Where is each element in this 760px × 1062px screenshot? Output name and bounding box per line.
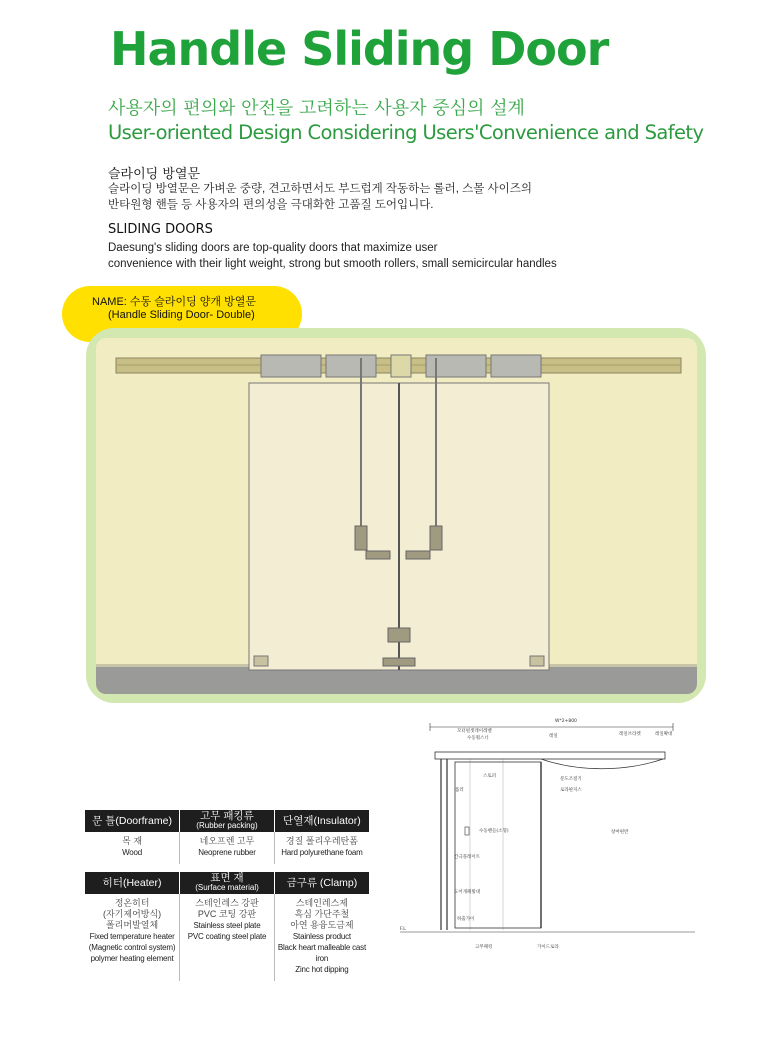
- section-body-english-line2: convenience with their light weight, strong but smooth rollers, small semicircular handles: [108, 258, 557, 270]
- spec-value-row: [85, 894, 369, 981]
- sliding-door-illustration: [96, 338, 697, 694]
- spec-value-heater: 정온히터 (자기제어방식) 폴리머발열체 Fixed temperature heater (Magnetic control system) polymer heating element: [88, 898, 176, 963]
- svg-text:로라판지스: 로라판지스: [560, 788, 582, 793]
- spec-header-doorframe: 문 틀(Doorframe): [85, 810, 180, 832]
- svg-text:레일확대: 레일확대: [655, 732, 673, 737]
- spec-header-row: [85, 810, 369, 832]
- specification-table: [85, 810, 369, 981]
- section-body-korean-line1: 슬라이딩 방열문은 가벼운 중량, 견고하면서도 부드럽게 작동하는 롤러, 스몰 사이즈의: [108, 183, 532, 195]
- page-title: Handle Sliding Door: [110, 22, 609, 76]
- svg-text:레일브라켓: 레일브라켓: [619, 732, 641, 737]
- spec-value-clamp: 스테인레스제 흑심 가단주철 아연 용융도금제 Stainless product Black heart malleable cast iron Zinc hot dipping: [274, 894, 369, 981]
- svg-text:하출가이: 하출가이: [457, 917, 475, 922]
- subtitle-korean: 사용자의 편의와 안전을 고려하는 사용자 중심의 설계: [108, 98, 525, 119]
- svg-text:가이드로라: 가이드로라: [537, 945, 559, 950]
- spec-header-row: [85, 872, 369, 894]
- spec-header-surface-material: 표면 재 (Surface material): [180, 872, 275, 894]
- svg-text:간극플레이트: 간극플레이트: [454, 855, 481, 860]
- spec-value-doorframe: 목 재 Wood: [122, 836, 143, 857]
- spec-header-heater: 히터(Heater): [85, 872, 180, 894]
- section-body-korean-line2: 반타원형 핸들 등 사용자의 편의성을 극대화한 고품질 도어입니다.: [108, 199, 434, 211]
- svg-text:고무패킹: 고무패킹: [475, 945, 493, 950]
- section-body-english-line1: Daesung's sliding doors are top-quality doors that maximize user: [108, 242, 438, 254]
- spec-value-row: [85, 832, 369, 864]
- svg-text:레일: 레일: [549, 734, 558, 739]
- spec-header-clamp: 금구류 (Clamp): [274, 872, 369, 894]
- svg-text:F.L: F.L: [400, 927, 406, 932]
- svg-text:창여편반: 창여편반: [611, 830, 629, 835]
- product-name-english: (Handle Sliding Door- Double): [108, 309, 255, 321]
- door-photo: [96, 338, 697, 694]
- svg-text:모터펄셋레이레벨: 모터펄셋레이레벨: [457, 729, 492, 734]
- door-section-diagram: [395, 712, 695, 970]
- spec-value-surface-material: 스테인레스 강판 PVC 코팅 강판 Stainless steel plate PVC coating steel plate: [180, 894, 275, 981]
- svg-text:도어개폐휠대: 도어개폐휠대: [454, 890, 481, 895]
- subtitle-english: User-oriented Design Considering Users'Convenience and Safety: [108, 121, 704, 144]
- spec-value-insulator: 경질 폴리우레탄폼 Hard polyurethane foam: [274, 832, 369, 864]
- svg-text:롤러: 롤러: [455, 788, 464, 793]
- spec-value-rubber-packing: 네오프렌 고무 Neoprene rubber: [180, 832, 275, 864]
- spec-header-insulator: 단열재(Insulator): [274, 810, 369, 832]
- svg-text:스토퍼: 스토퍼: [483, 774, 497, 779]
- product-name-korean: NAME: 수동 슬라이딩 양개 방열문: [92, 296, 256, 308]
- svg-text:문도조절기: 문도조절기: [560, 777, 582, 782]
- svg-text:수동핸들(소형): 수동핸들(소형): [479, 829, 509, 834]
- svg-text:수동휠스너: 수동휠스너: [467, 736, 489, 741]
- section-heading-korean: 슬라이딩 방열문: [108, 167, 201, 182]
- diagram-dimension: W*2+800: [555, 719, 577, 724]
- spec-header-rubber-packing: 고무 패킹류 (Rubber packing): [180, 810, 275, 832]
- section-heading-english: SLIDING DOORS: [108, 222, 213, 237]
